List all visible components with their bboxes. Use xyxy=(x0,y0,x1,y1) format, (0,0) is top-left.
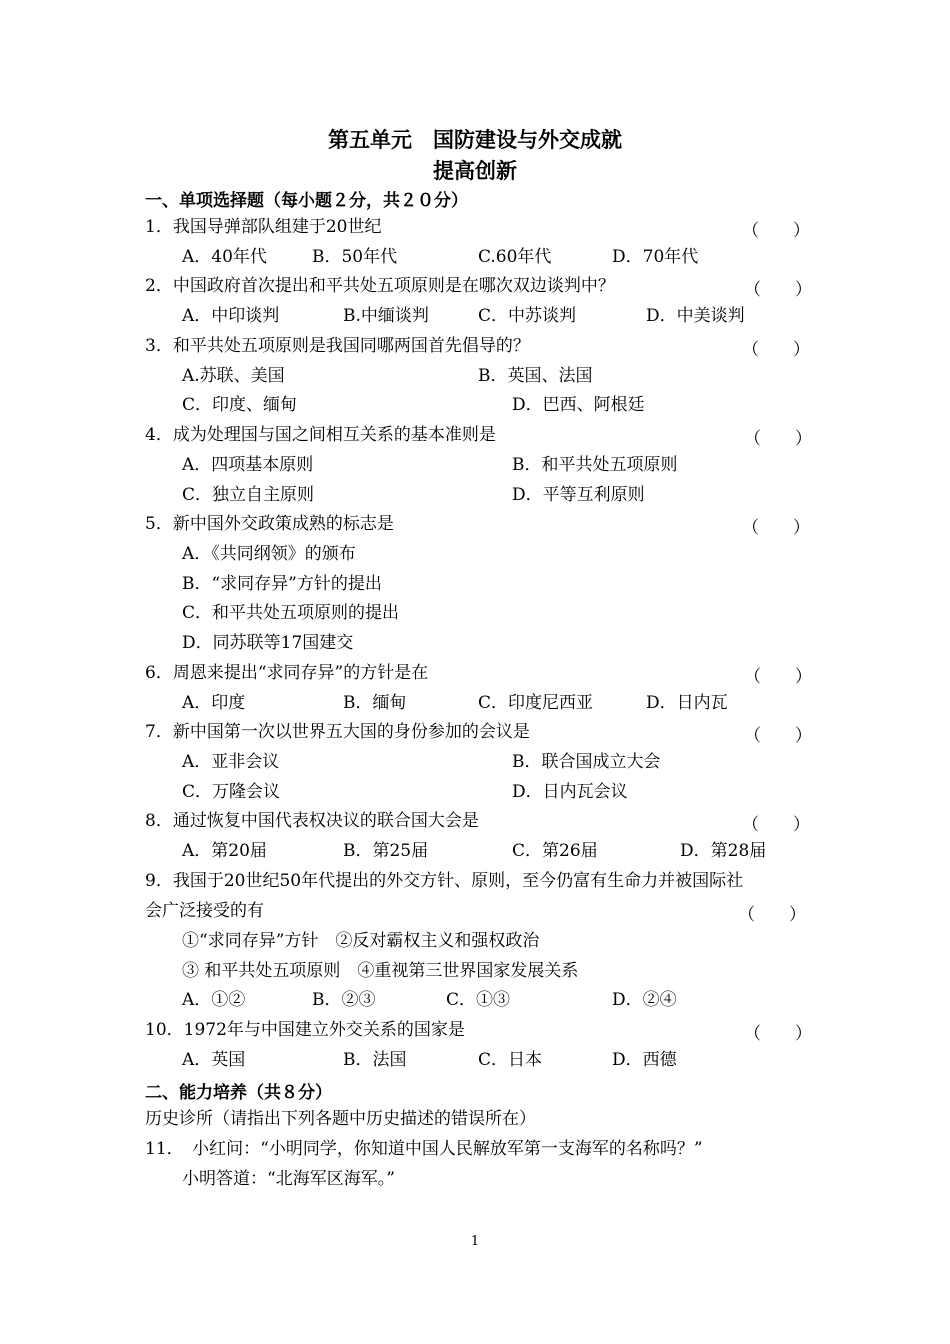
q9-option-a: A．①② xyxy=(182,990,246,1010)
question-9-stem-continued: 会广泛接受的有 xyxy=(145,901,264,921)
answer-blank-1: （ ） xyxy=(742,221,810,241)
answer-blank-2: （ ） xyxy=(744,280,812,300)
q2-option-a: A．中印谈判 xyxy=(182,306,280,326)
question-1-stem: 1．我国导弹部队组建于20世纪 xyxy=(145,217,382,237)
q6-option-b: B．缅甸 xyxy=(343,693,407,713)
q1-option-c: C.60年代 xyxy=(478,247,552,267)
q10-option-b: B．法国 xyxy=(343,1050,407,1070)
q3-option-d: D．巴西、阿根廷 xyxy=(512,395,645,415)
q9-option-b: B．②③ xyxy=(312,990,376,1010)
q7-option-c: C．万隆会议 xyxy=(182,782,281,802)
answer-blank-7: （ ） xyxy=(744,726,812,746)
q6-option-c: C．印度尼西亚 xyxy=(478,693,594,713)
q4-option-c: C．独立自主原则 xyxy=(182,485,315,505)
answer-blank-6: （ ） xyxy=(744,667,812,687)
q8-option-d: D．第28届 xyxy=(680,841,767,861)
q3-option-c: C．印度、缅甸 xyxy=(182,395,298,415)
q9-option-d: D．②④ xyxy=(612,990,677,1010)
question-5-stem: 5．新中国外交政策成熟的标志是 xyxy=(145,514,394,534)
question-4-stem: 4．成为处理国与国之间相互关系的基本准则是 xyxy=(145,425,496,445)
page-title: 第五单元 国防建设与外交成就 xyxy=(328,128,622,152)
answer-blank-8: （ ） xyxy=(742,815,810,835)
q9-item-line-1: ①“求同存异”方针 ②反对霸权主义和强权政治 xyxy=(182,931,540,951)
q2-option-d: D．中美谈判 xyxy=(646,306,745,326)
q10-option-c: C．日本 xyxy=(478,1050,543,1070)
q8-option-a: A．第20届 xyxy=(182,841,267,861)
q1-option-a: A．40年代 xyxy=(182,247,267,267)
q3-option-a: A.苏联、美国 xyxy=(182,366,285,386)
q5-option-b: B．“求同存异”方针的提出 xyxy=(182,574,382,594)
q7-option-d: D．日内瓦会议 xyxy=(512,782,628,802)
section-heading-1: 一、单项选择题（每小题２分，共２０分） xyxy=(145,191,468,211)
question-7-stem: 7．新中国第一次以世界五大国的身份参加的会议是 xyxy=(145,722,530,742)
q2-option-c: C．中苏谈判 xyxy=(478,306,577,326)
answer-blank-5: （ ） xyxy=(742,518,810,538)
q7-option-b: B．联合国成立大会 xyxy=(512,752,661,772)
q9-option-c: C．①③ xyxy=(446,990,511,1010)
q10-option-d: D．西德 xyxy=(612,1050,677,1070)
section-heading-2: 二、能力培养（共８分） xyxy=(145,1083,332,1103)
q7-option-a: A．亚非会议 xyxy=(182,752,280,772)
section-2-intro: 历史诊所（请指出下列各题中历史描述的错误所在） xyxy=(145,1109,536,1129)
question-10-stem: 10．1972年与中国建立外交关系的国家是 xyxy=(145,1020,465,1040)
q8-option-b: B．第25届 xyxy=(343,841,429,861)
question-8-stem: 8．通过恢复中国代表权决议的联合国大会是 xyxy=(145,811,479,831)
q9-item-line-2: ③ 和平共处五项原则 ④重视第三世界国家发展关系 xyxy=(182,961,579,981)
q4-option-a: A．四项基本原则 xyxy=(182,455,314,475)
q5-option-d: D．同苏联等17国建交 xyxy=(182,633,354,653)
answer-blank-3: （ ） xyxy=(742,340,810,360)
q5-option-a: A．《共同纲领》的颁布 xyxy=(182,544,356,564)
page-number: 1 xyxy=(470,1234,480,1249)
q4-option-b: B．和平共处五项原则 xyxy=(512,455,678,475)
q10-option-a: A．英国 xyxy=(182,1050,246,1070)
q6-option-d: D．日内瓦 xyxy=(646,693,728,713)
answer-blank-9: （ ） xyxy=(738,905,806,925)
question-11-line-2: 小明答道：“北海军区海军。” xyxy=(182,1169,395,1189)
q1-option-d: D．70年代 xyxy=(612,247,699,267)
q4-option-d: D．平等互利原则 xyxy=(512,485,645,505)
question-2-stem: 2．中国政府首次提出和平共处五项原则是在哪次双边谈判中？ xyxy=(145,276,615,296)
answer-blank-10: （ ） xyxy=(744,1024,812,1044)
q3-option-b: B．英国、法国 xyxy=(478,366,593,386)
question-9-stem: 9．我国于20世纪50年代提出的外交方针、原则，至今仍富有生命力并被国际社 xyxy=(145,871,744,891)
q6-option-a: A．印度 xyxy=(182,693,246,713)
question-6-stem: 6．周恩来提出“求同存异”的方针是在 xyxy=(145,663,429,683)
answer-blank-4: （ ） xyxy=(744,429,812,449)
q5-option-c: C．和平共处五项原则的提出 xyxy=(182,603,400,623)
q8-option-c: C．第26届 xyxy=(512,841,598,861)
question-11-line-1: 11． 小红问：“小明同学，你知道中国人民解放军第一支海军的名称吗？” xyxy=(145,1139,703,1159)
page-subtitle: 提高创新 xyxy=(433,159,517,183)
q1-option-b: B．50年代 xyxy=(312,247,398,267)
q2-option-b: B.中缅谈判 xyxy=(343,306,429,326)
question-3-stem: 3．和平共处五项原则是我国同哪两国首先倡导的？ xyxy=(145,336,530,356)
